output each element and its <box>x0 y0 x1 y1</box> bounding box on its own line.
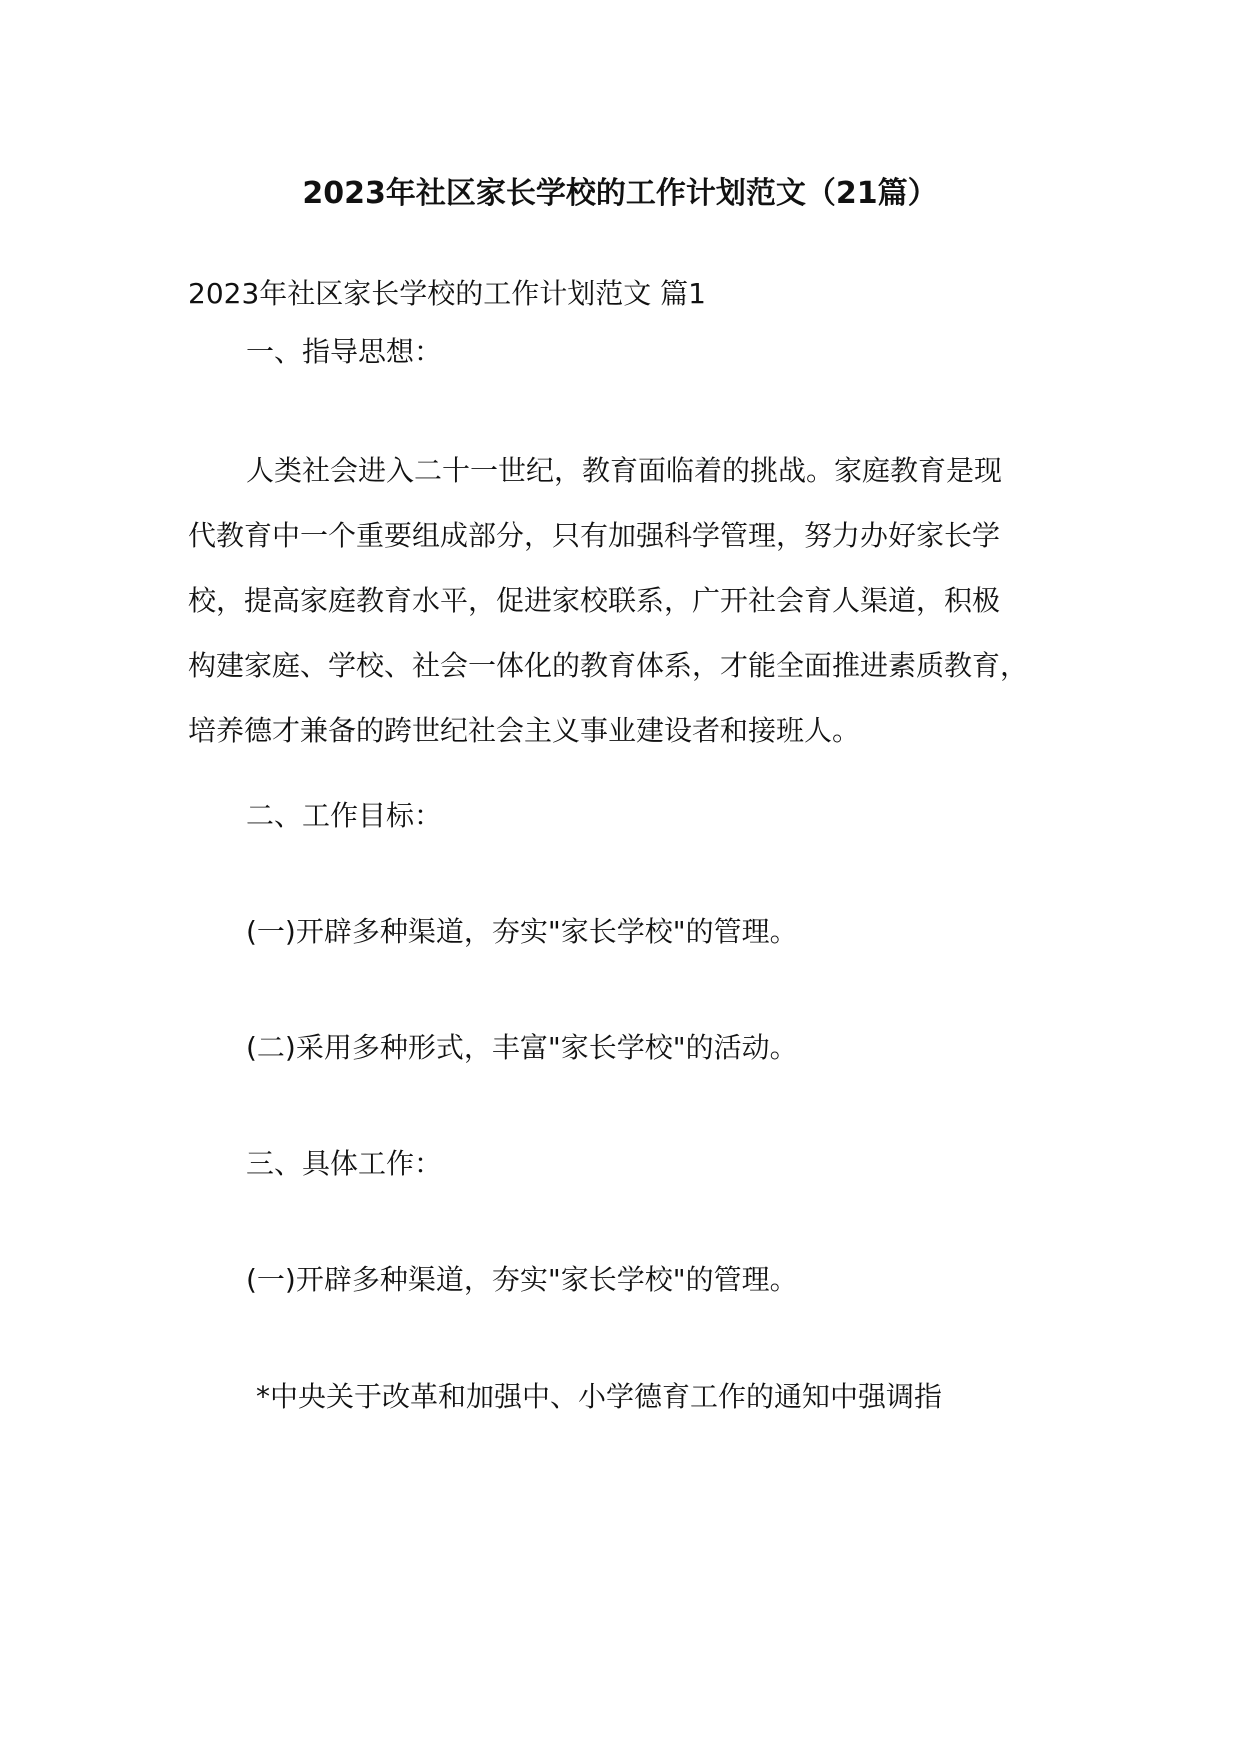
paragraph-line: 人类社会进入二十一世纪，教育面临着的挑战。家庭教育是现 <box>246 454 1003 487</box>
paragraph-guiding-ideology <box>188 438 1078 763</box>
paragraph-central-notice: *中央关于改革和加强中、小学德育工作的通知中强调指 <box>256 1380 943 1413</box>
work-item-1: (一)开辟多种渠道，夯实"家长学校"的管理。 <box>246 1263 798 1296</box>
heading-guiding-ideology: 一、指导思想： <box>246 335 443 368</box>
goal-item-2: (二)采用多种形式，丰富"家长学校"的活动。 <box>246 1031 798 1064</box>
paragraph-line: 校，提高家庭教育水平，促进家校联系，广开社会育人渠道，积极 <box>188 584 1001 617</box>
goal-item-1: (一)开辟多种渠道，夯实"家长学校"的管理。 <box>246 915 798 948</box>
paragraph-line: 构建家庭、学校、社会一体化的教育体系，才能全面推进素质教育， <box>188 649 1029 682</box>
paragraph-line: 代教育中一个重要组成部分，只有加强科学管理，努力办好家长学 <box>188 519 1001 552</box>
paragraph-line: 培养德才兼备的跨世纪社会主义事业建设者和接班人。 <box>188 714 861 747</box>
heading-specific-work: 三、具体工作： <box>246 1147 443 1180</box>
section-heading: 2023年社区家长学校的工作计划范文 篇1 <box>188 277 706 310</box>
document-title: 2023年社区家长学校的工作计划范文（21篇） <box>302 176 938 211</box>
heading-work-goals: 二、工作目标： <box>246 799 443 832</box>
